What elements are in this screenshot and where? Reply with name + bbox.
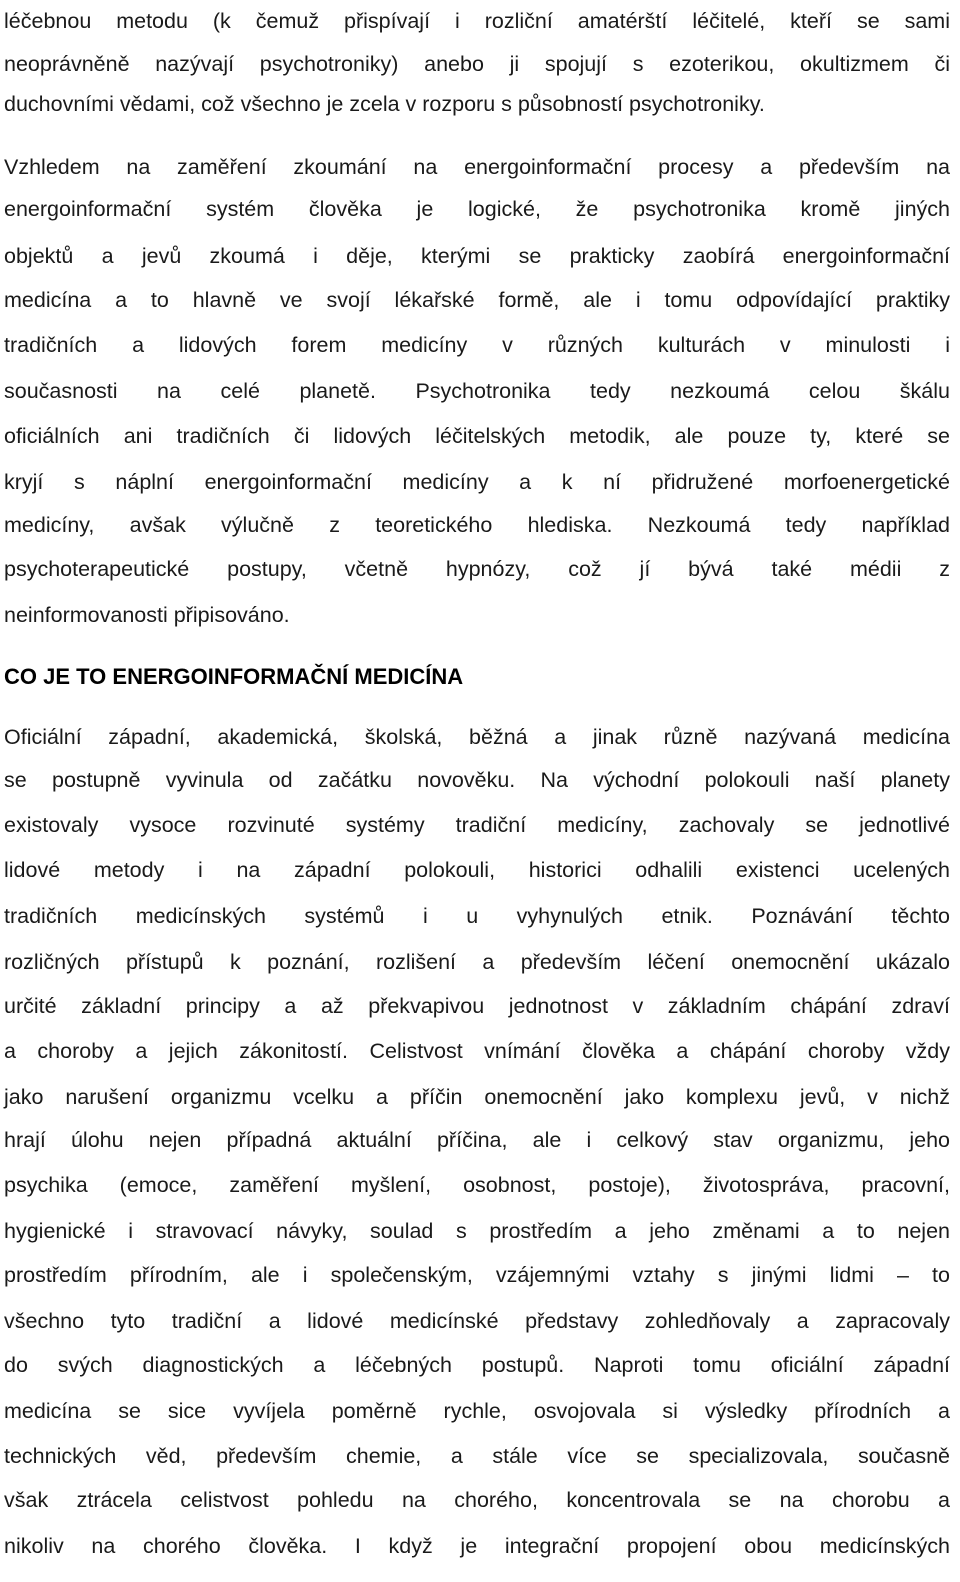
text-line: tradičních a lidových forem medicíny v různých kulturách v minulosti i bbox=[4, 333, 950, 357]
text-line: existovaly vysoce rozvinuté systémy tradiční medicíny, zachovaly se jednotlivé bbox=[4, 813, 950, 837]
text-line: duchovními vědami, což všechno je zcela v rozporu s působností psychotroniky. bbox=[4, 92, 765, 116]
text-line: hrají úlohu nejen případná aktuální příčina, ale i celkový stav organizmu, jeho bbox=[4, 1128, 950, 1152]
text-line: energoinformační systém člověka je logické, že psychotronika kromě jiných bbox=[4, 197, 950, 221]
text-line: a choroby a jejich zákonitostí. Celistvost vnímání člověka a chápání choroby vždy bbox=[4, 1039, 950, 1063]
text-line: jako narušení organizmu vcelku a příčin onemocnění jako komplexu jevů, v nichž bbox=[4, 1085, 950, 1109]
text-line: prostředím přírodním, ale i společenským, vzájemnými vztahy s jinými lidmi – to bbox=[4, 1263, 950, 1287]
text-line: se postupně vyvinula od začátku novověku. Na východní polokouli naší planety bbox=[4, 768, 950, 792]
text-line: lidové metody i na západní polokouli, historici odhalili existenci ucelených bbox=[4, 858, 950, 882]
text-line: oficiálních ani tradičních či lidových léčitelských metodik, ale pouze ty, které se bbox=[4, 424, 950, 448]
text-line: neinformovanosti připisováno. bbox=[4, 603, 290, 627]
text-line: medicína se sice vyvíjela poměrně rychle, osvojovala si výsledky přírodních a bbox=[4, 1399, 950, 1423]
text-line: všechno tyto tradiční a lidové medicínské představy zohledňovaly a zapracovaly bbox=[4, 1309, 950, 1333]
text-line: medicína a to hlavně ve svojí lékařské formě, ale i tomu odpovídající praktiky bbox=[4, 288, 950, 312]
text-line: medicíny, avšak výlučně z teoretického hlediska. Nezkoumá tedy například bbox=[4, 513, 950, 537]
text-line: hygienické i stravovací návyky, soulad s prostředím a jeho změnami a to nejen bbox=[4, 1219, 950, 1243]
text-line: nikoliv na chorého člověka. I když je integrační propojení obou medicínských bbox=[4, 1534, 950, 1558]
text-line: psychoterapeutické postupy, včetně hypnózy, což jí bývá také médii z bbox=[4, 557, 950, 581]
text-line: současnosti na celé planetě. Psychotronika tedy nezkoumá celou škálu bbox=[4, 379, 950, 403]
text-line: psychika (emoce, zaměření myšlení, osobnost, postoje), životospráva, pracovní, bbox=[4, 1173, 950, 1197]
text-line: do svých diagnostických a léčebných postupů. Naproti tomu oficiální západní bbox=[4, 1353, 950, 1377]
text-line: léčebnou metodu (k čemuž přispívají i rozliční amatérští léčitelé, kteří se sami bbox=[4, 9, 950, 33]
text-line: Oficiální západní, akademická, školská, běžná a jinak různě nazývaná medicína bbox=[4, 725, 950, 749]
text-line: tradičních medicínských systémů i u vyhynulých etnik. Poznávání těchto bbox=[4, 904, 950, 928]
text-line: technických věd, především chemie, a stále více se specializovala, současně bbox=[4, 1444, 950, 1468]
text-line: však ztrácela celistvost pohledu na chorého, koncentrovala se na chorobu a bbox=[4, 1488, 950, 1512]
text-line: kryjí s náplní energoinformační medicíny a k ní přidružené morfoenergetické bbox=[4, 470, 950, 494]
section-heading: CO JE TO ENERGOINFORMAČNÍ MEDICÍNA bbox=[4, 664, 464, 689]
text-line: Vzhledem na zaměření zkoumání na energoinformační procesy a především na bbox=[4, 155, 950, 179]
text-line: neoprávněně nazývají psychotroniky) anebo ji spojují s ezoterikou, okultizmem či bbox=[4, 52, 950, 76]
text-line: určité základní principy a až překvapivou jednotnost v základním chápání zdraví bbox=[4, 994, 950, 1018]
text-line: objektů a jevů zkoumá i děje, kterými se prakticky zaobírá energoinformační bbox=[4, 244, 950, 268]
text-line: rozličných přístupů k poznání, rozlišení a především léčení onemocnění ukázalo bbox=[4, 950, 950, 974]
